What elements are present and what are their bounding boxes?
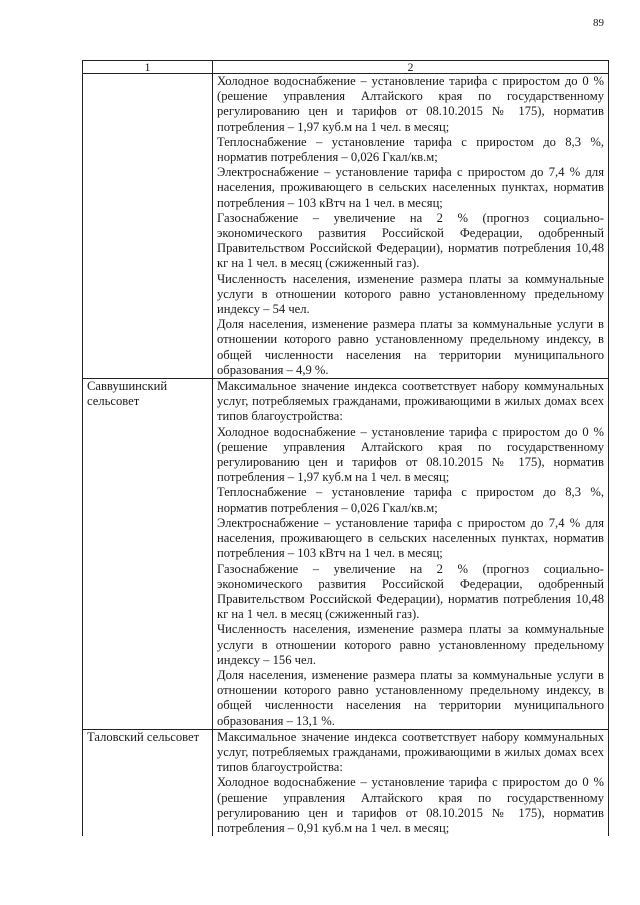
table-row	[83, 379, 609, 730]
table-row	[83, 74, 609, 379]
indicator-description	[213, 729, 609, 836]
municipality-name: Таловский сельсовет	[83, 729, 213, 836]
column-header-2: 2	[213, 61, 609, 74]
paragraph: Холодное водоснабжение – установление тарифа с приростом до 0 % (решение управления Алтайского края по государственному регулированию цен и тарифов от 08.10.2015 № 175), норматив потребления – 1,97 куб.м на 1 чел. в месяц;	[217, 424, 604, 485]
page-number: 89	[593, 17, 604, 29]
paragraph: Доля населения, изменение размера платы за коммунальные услуги в отношении которого равно установленному предельному индексу, в общей численности населения на территории муниципального образования – 4,9 %.	[217, 317, 604, 377]
paragraph: Максимальное значение индекса соответствует набору коммунальных услуг, потребляемых гражданами, проживающими в жилых домах всех типов благоустройства:	[217, 379, 604, 424]
paragraph: Холодное водоснабжение – установление тарифа с приростом до 0 % (решение управления Алтайского края по государственному регулированию цен и тарифов от 08.10.2015 № 175), норматив потребления – 1,97 куб.м на 1 чел. в месяц;	[217, 74, 604, 134]
paragraph: Газоснабжение – увеличение на 2 % (прогноз социально-экономического развития Российской Федерации, одобренный Правительством Российской Федерации), норматив потребления 10,48 кг на 1 чел. в месяц (сжиженный газ).	[217, 561, 604, 622]
paragraph: Газоснабжение – увеличение на 2 % (прогноз социально-экономического развития Российской Федерации, одобренный Правительством Российской Федерации), норматив потребления 10,48 кг на 1 чел. в месяц (сжиженный газ).	[217, 210, 604, 271]
paragraph: Доля населения, изменение размера платы за коммунальные услуги в отношении которого равно установленному предельному индексу, в общей численности населения на территории муниципального образования – 13,1 %.	[217, 667, 604, 728]
paragraph: Электроснабжение – установление тарифа с приростом до 7,4 % для населения, проживающего в сельских населенных пунктах, норматив потребления – 103 кВтч на 1 чел. в месяц;	[217, 165, 604, 210]
table-row	[83, 729, 609, 836]
municipality-name	[83, 74, 213, 379]
column-header-1: 1	[83, 61, 213, 74]
paragraph: Максимальное значение индекса соответствует набору коммунальных услуг, потребляемых гражданами, проживающими в жилых домах всех типов благоустройства:	[217, 729, 604, 775]
paragraph: Электроснабжение – установление тарифа с приростом до 7,4 % для населения, проживающего в сельских населенных пунктах, норматив потребления – 103 кВтч на 1 чел. в месяц;	[217, 515, 604, 561]
paragraph: Холодное водоснабжение – установление тарифа с приростом до 0 % (решение управления Алтайского края по государственному регулированию цен и тарифов от 08.10.2015 № 175), норматив потребления – 0,91 куб.м на 1 чел. в месяц;	[217, 775, 604, 835]
municipal-index-table	[82, 60, 609, 836]
indicator-description	[213, 74, 609, 379]
paragraph: Численность населения, изменение размера платы за коммунальные услуги в отношении которого равно установленному предельному индексу – 156 чел.	[217, 622, 604, 667]
municipality-name: Саввушинский сельсовет	[83, 379, 213, 730]
table-header-row	[83, 61, 609, 74]
indicator-description	[213, 379, 609, 730]
paragraph: Численность населения, изменение размера платы за коммунальные услуги в отношении которого равно установленному предельному индексу – 54 чел.	[217, 271, 604, 317]
paragraph: Теплоснабжение – установление тарифа с приростом до 8,3 %, норматив потребления – 0,026 Гкал/кв.м;	[217, 134, 604, 165]
paragraph: Теплоснабжение – установление тарифа с приростом до 8,3 %, норматив потребления – 0,026 Гкал/кв.м;	[217, 485, 604, 515]
